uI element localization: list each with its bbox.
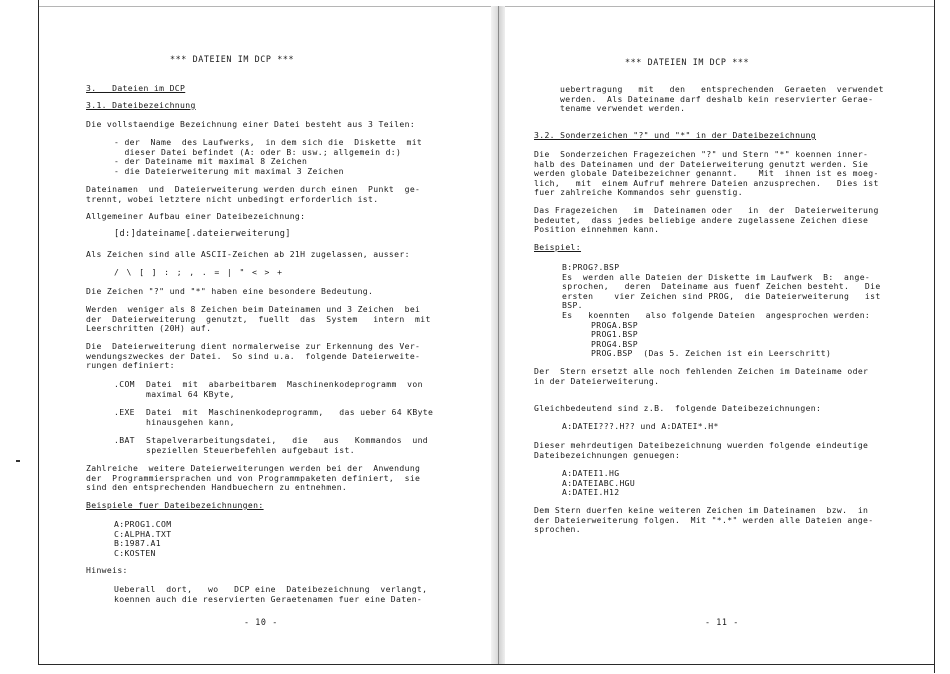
- right-page: [505, 0, 934, 664]
- list-item: - die Dateierweiterung mit maximal 3 Zeichen: [114, 165, 344, 176]
- extension-code: .BAT: [114, 435, 135, 445]
- paragraph-line: Die Dateierweiterung dient normalerweise zur Erkennung des Ver-: [86, 341, 421, 351]
- extension-desc: hinausgehen kann,: [146, 416, 235, 427]
- format-syntax: [d:]dateiname[.dateierweiterung]: [114, 229, 291, 239]
- section-heading: 3.2. Sonderzeichen "?" und "*" in der Dateibezeichnung: [534, 130, 817, 140]
- paragraph-line: Dateibezeichnungen genuegen:: [534, 449, 681, 460]
- extension-code: .COM: [114, 379, 135, 389]
- paragraph-line: trennt, wobei letztere nicht unbedingt erforderlich ist.: [86, 193, 379, 204]
- extension-code: .EXE: [114, 407, 135, 417]
- scan-right-edge: [934, 0, 950, 673]
- page-header: *** DATEIEN IM DCP ***: [625, 57, 750, 67]
- chapter-heading: 3. Dateien im DCP: [86, 83, 186, 93]
- page-number: - 11 -: [705, 617, 739, 627]
- paragraph-line: Gleichbedeutend sind z.B. folgende Dateibezeichnungen:: [534, 403, 822, 413]
- paragraph-line: Die Zeichen "?" und "*" haben eine besondere Bedeutung.: [86, 286, 374, 296]
- example-filename: B:1987.A1: [114, 538, 162, 549]
- extension-desc: Stapelverarbeitungsdatei, die aus Kommandos und: [146, 435, 429, 445]
- paragraph-line: Allgemeiner Aufbau einer Dateibezeichnung:: [86, 211, 306, 221]
- paragraph-line: sprochen.: [534, 524, 582, 535]
- paragraph-line: lich, mit einem Aufruf mehrere Dateien anzusprechen. Dies ist: [534, 177, 879, 188]
- paragraph-line: in der Dateierweiterung.: [534, 375, 660, 386]
- paragraph-line: der Dateierweiterung genutzt, fuellt das System intern mit: [86, 313, 431, 324]
- section-heading: 3.1. Dateibezeichnung: [86, 100, 196, 110]
- example-filename: PROG1.BSP: [591, 329, 639, 340]
- list-item: - der Dateiname mit maximal 8 Zeichen: [114, 156, 308, 167]
- examples-heading: Beispiele fuer Dateibezeichnungen:: [86, 500, 264, 510]
- gutter-fold-line: [498, 6, 499, 664]
- example-filename: A:DATEIABC.HGU: [562, 477, 636, 488]
- example-line: B:PROG?.BSP: [562, 262, 620, 272]
- example-line: sprochen, deren Dateiname aus fuenf Zeichen besteht. Die: [562, 281, 881, 292]
- page-header: *** DATEIEN IM DCP ***: [170, 54, 295, 64]
- list-item: dieser Datei befindet (A: oder B: usw.; allgemein d:): [114, 146, 402, 157]
- paragraph-line: Der Stern ersetzt alle noch fehlenden Zeichen im Dateiname oder: [534, 366, 869, 376]
- forbidden-chars: / \ [ ] : ; , . = | " < > +: [114, 267, 284, 277]
- example-line: BSP.: [562, 300, 583, 311]
- example-filename: PROG4.BSP: [591, 338, 639, 349]
- paragraph-line: fuer zahlreiche Kommandos sehr guenstig.: [534, 187, 743, 198]
- paragraph-line: Das Fragezeichen im Dateinamen oder in der Dateierweiterung: [534, 205, 879, 215]
- paragraph-line: Leerschritten (20H) auf.: [86, 323, 212, 334]
- paragraph-line: der Programmiersprachen und von Programmpaketen definiert, sie: [86, 472, 421, 483]
- extension-desc: maximal 64 KByte,: [146, 388, 235, 399]
- paragraph-line: Dateinamen und Dateierweiterung werden durch einen Punkt ge-: [86, 184, 421, 194]
- paragraph-line: uebertragung mit den entsprechenden Geraeten verwendet: [560, 84, 884, 94]
- paragraph-line: werden. Als Dateiname darf deshalb kein reservierter Gerae-: [560, 93, 874, 104]
- example-line: Es koennten also folgende Dateien angesprochen werden:: [562, 310, 871, 320]
- example-line: Es werden alle Dateien der Diskette im Laufwerk B: ange-: [562, 271, 871, 282]
- paragraph-line: Die Sonderzeichen Fragezeichen "?" und Stern "*" koennen inner-: [534, 149, 869, 159]
- extension-desc: Datei mit abarbeitbarem Maschinenkodeprogramm von: [146, 379, 423, 389]
- example-filename: PROGA.BSP: [591, 319, 639, 330]
- paragraph-line: Werden weniger als 8 Zeichen beim Dateinamen und 3 Zeichen bei: [86, 304, 421, 314]
- extension-desc: speziellen Steuerbefehlen aufgebaut ist.: [146, 444, 355, 455]
- example-filename: A:PROG1.COM: [114, 519, 172, 529]
- example-line: ersten vier Zeichen sind PROG, die Dateierweiterung ist: [562, 290, 881, 301]
- paragraph-line: der Dateierweiterung folgen. Mit "*.*" werden alle Dateien ange-: [534, 514, 874, 525]
- example-filename: A:DATEI.H12: [562, 487, 620, 498]
- note-text: Ueberall dort, wo DCP eine Dateibezeichnung verlangt,: [114, 584, 428, 594]
- paragraph-line: Dieser mehrdeutigen Dateibezeichnung wuerden folgende eindeutige: [534, 440, 869, 450]
- example-filename: PROG.BSP (Das 5. Zeichen ist ein Leerschritt): [591, 348, 832, 359]
- intro-text: Die vollstaendige Bezeichnung einer Datei besteht aus 3 Teilen:: [86, 119, 416, 129]
- paragraph-line: wendungszweckes der Datei. So sind u.a. folgende Dateierweite-: [86, 350, 421, 361]
- example-heading: Beispiel:: [534, 242, 582, 252]
- note-heading: Hinweis:: [86, 565, 128, 575]
- paragraph-line: rungen definiert:: [86, 360, 175, 371]
- example-filename: C:ALPHA.TXT: [114, 528, 172, 539]
- example-filename: C:KOSTEN: [114, 547, 156, 558]
- wildcard-example: A:DATEI???.H?? und A:DATEI*.H*: [562, 421, 719, 431]
- paragraph-line: sind den entsprechenden Handbuechern zu entnehmen.: [86, 482, 348, 493]
- paragraph-line: Dem Stern duerfen keine weiteren Zeichen im Dateinamen bzw. in: [534, 505, 869, 515]
- paragraph-line: tename verwendet werden.: [560, 103, 686, 114]
- page-number: - 10 -: [244, 617, 278, 627]
- paragraph-line: Zahlreiche weitere Dateierweiterungen werden bei der Anwendung: [86, 463, 421, 473]
- paragraph-line: Position einnehmen kann.: [534, 224, 660, 235]
- extension-desc: Datei mit Maschinenkodeprogramm, das ueber 64 KByte: [146, 407, 434, 417]
- paragraph-line: werden globale Dateibezeichner genannt. Mit ihnen ist es moeg-: [534, 168, 879, 179]
- paragraph-line: Als Zeichen sind alle ASCII-Zeichen ab 21H zugelassen, ausser:: [86, 249, 410, 259]
- paragraph-line: bedeutet, dass jedes beliebige andere zugelassene Zeichen diese: [534, 214, 869, 225]
- paragraph-line: halb des Dateinamen und der Dateierweiterung genutzt werden. Sie: [534, 158, 869, 169]
- example-filename: A:DATEI1.HG: [562, 468, 620, 478]
- note-text: koennen auch die reservierten Geraetenamen fuer eine Daten-: [114, 593, 423, 604]
- list-item: - der Name des Laufwerks, in dem sich die Diskette mit: [114, 137, 423, 147]
